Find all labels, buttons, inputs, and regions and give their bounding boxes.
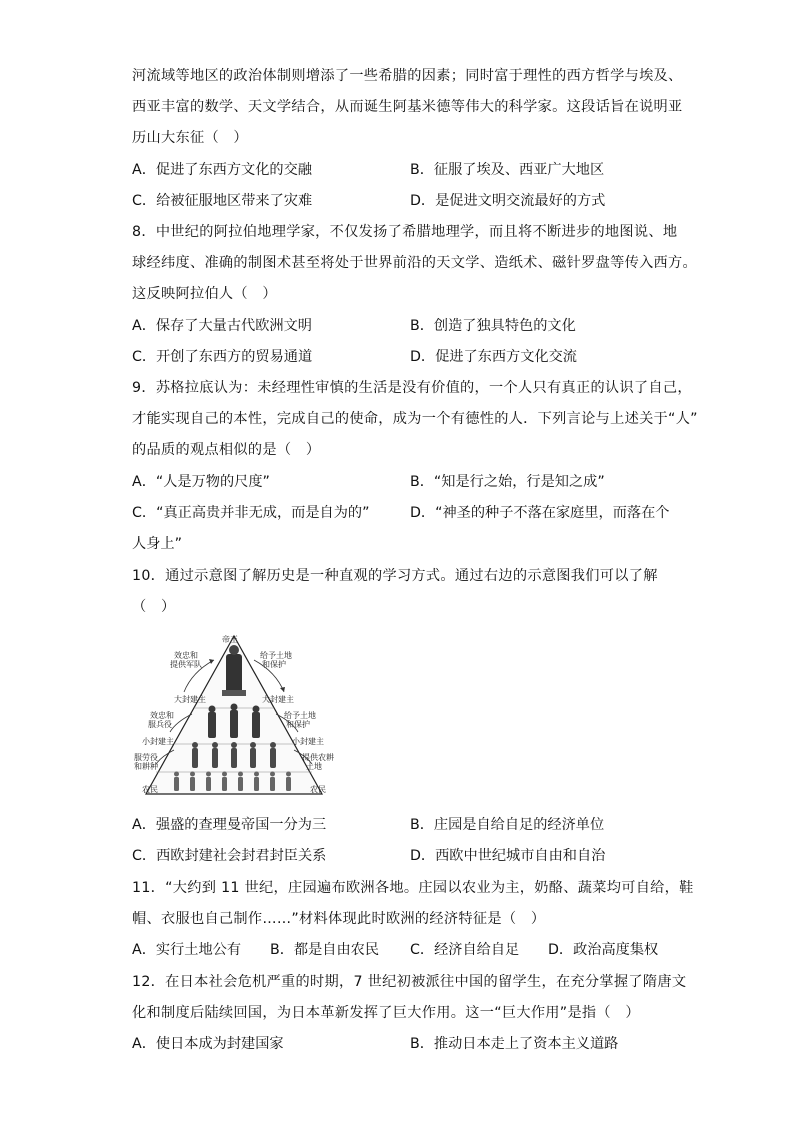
q11-option-c[interactable]: C．经济自给自足 [410,942,520,958]
label-peasant-right: 农民 [310,785,326,794]
label-left2-b: 服兵役 [148,720,172,729]
q7-option-d[interactable]: D．是促进文明交流最好的方式 [410,193,606,209]
q8-option-b[interactable]: B．创造了独具特色的文化 [410,318,576,334]
q7-option-b[interactable]: B．征服了埃及、西亚广大地区 [410,162,605,178]
label-right3-b: 土地 [306,762,322,771]
label-right3-a: 提供农耕 [302,753,334,762]
q7-line-3: 历山大东征（ ） [132,130,248,146]
q8-line-2: 球经纬度、准确的制图术甚至将处于世界前沿的天文学、造纸术、磁针罗盘等传入西方。 [132,255,698,271]
label-left3-b: 和耕种 [134,762,158,771]
label-left2-a: 效忠和 [150,711,174,720]
label-right2-a: 给予土地 [284,711,316,720]
q11-line-1: 11．“大约到 11 世纪，庄园遍布欧洲各地。庄园以农业为主，奶酪、蔬菜均可自给，鞋 [132,880,694,896]
q9-option-d-continued: 人身上” [132,536,182,552]
q10-option-b[interactable]: B．庄园是自给自足的经济单位 [410,817,605,833]
q9-option-a[interactable]: A．“人是万物的尺度” [132,474,270,490]
q9-option-b[interactable]: B．“知是行之始，行是知之成” [410,474,605,490]
label-great-lord-right: 大封建主 [262,695,294,704]
q8-option-a[interactable]: A．保存了大量古代欧洲文明 [132,318,312,334]
q8-option-d[interactable]: D．促进了东西方文化交流 [410,349,577,365]
q10-line-2: （ ） [132,599,176,615]
q8-line-3: 这反映阿拉伯人（ ） [132,286,277,302]
q9-option-c[interactable]: C．“真正高贵并非无成，而是自为的” [132,505,370,521]
arrow-up-left-icon [209,659,214,664]
label-left1-b: 提供军队 [170,660,202,669]
label-king: 帝王 [222,635,238,644]
label-left3-a: 服劳役 [134,753,158,762]
q7-line-1: 河流域等地区的政治体制则增添了一些希腊的因素；同时富于理性的西方哲学与埃及、 [132,68,683,84]
label-great-lord-left: 大封建主 [174,695,206,704]
label-minor-lord-left: 小封建主 [142,737,174,746]
label-minor-lord-right: 小封建主 [292,737,324,746]
arrow-down-right-icon [280,687,285,692]
label-left1-a: 效忠和 [174,651,198,660]
q12-option-b[interactable]: B．推动日本走上了资本主义道路 [410,1036,619,1052]
q8-line-1: 8．中世纪的阿拉伯地理学家，不仅发扬了希腊地理学，而且将不断进步的地图说、地 [132,224,678,240]
q7-option-a[interactable]: A．促进了东西方文化的交融 [132,162,312,178]
q9-line-1: 9．苏格拉底认为：未经理性审慎的生活是没有价值的，一个人只有真正的认识了自己， [132,380,692,396]
q10-option-d[interactable]: D．西欧中世纪城市自由和自治 [410,848,606,864]
q7-line-2: 西亚丰富的数学、天文学结合，从而诞生阿基米德等伟大的科学家。这段话旨在说明亚 [132,99,683,115]
label-right1-a: 给予土地 [260,651,292,660]
q8-option-c[interactable]: C．开创了东西方的贸易通道 [132,349,313,365]
q11-option-b[interactable]: B．都是自由农民 [270,942,380,958]
q11-option-a[interactable]: A．实行土地公有 [132,942,242,958]
q10-line-1: 10．通过示意图了解历史是一种直观的学习方式。通过右边的示意图我们可以了解 [132,568,658,584]
label-peasant-left: 农民 [142,785,158,794]
q11-option-d[interactable]: D．政治高度集权 [548,942,659,958]
q12-line-2: 化和制度后陆续回国，为日本革新发挥了巨大作用。这一“巨大作用”是指（ ） [132,1005,640,1021]
q7-option-c[interactable]: C．给被征服地区带来了灾难 [132,193,313,209]
feudal-pyramid-diagram [134,632,334,802]
q9-line-2: 才能实现自己的本性，完成自己的使命，成为一个有德性的人．下列言论与上述关于“人” [132,411,698,427]
label-right1-b: 和保护 [262,660,286,669]
q9-line-3: 的品质的观点相似的是（ ） [132,442,321,458]
q10-option-a[interactable]: A．强盛的查理曼帝国一分为三 [132,817,327,833]
q11-line-2: 帽、衣服也自己制作……”材料体现此时欧洲的经济特征是（ ） [132,911,546,927]
label-right2-b: 和保护 [286,720,310,729]
q12-line-1: 12．在日本社会危机严重的时期，7 世纪初被派往中国的留学生，在充分掌握了隋唐文 [132,974,687,990]
q9-option-d[interactable]: D．“神圣的种子不落在家庭里，而落在个 [410,505,670,521]
q12-option-a[interactable]: A．使日本成为封建国家 [132,1036,284,1052]
q10-option-c[interactable]: C．西欧封建社会封君封臣关系 [132,848,327,864]
